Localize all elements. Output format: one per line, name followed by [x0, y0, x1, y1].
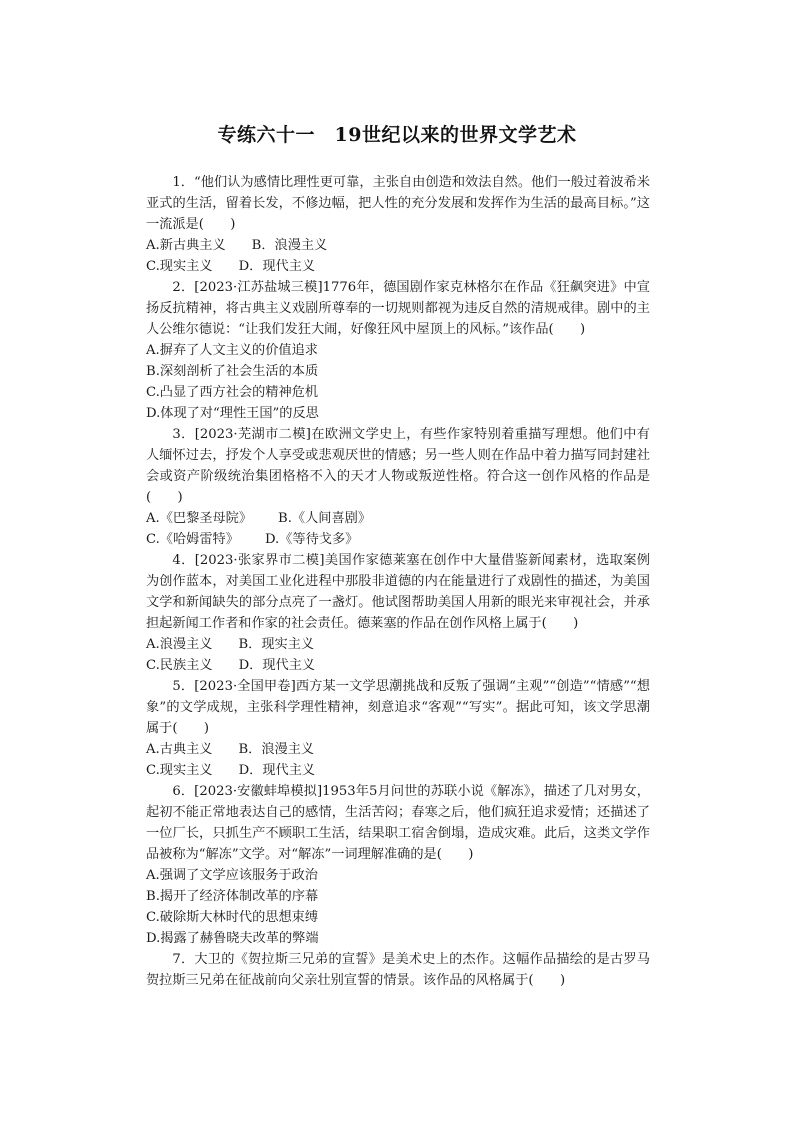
option-a: A.摒弃了人文主义的价值追求	[146, 343, 318, 358]
page-title: 专练六十一 19世纪以来的世界文学艺术	[217, 124, 577, 146]
option-d: D．现代主义	[238, 763, 316, 778]
question-stem: 3．[2023·芜湖市二模]在欧洲文学史上，有些作家特别着重描写理想。他们中有人缅怀过去，抒发个人享受或悲观厌世的情感；另一些人则在作品中着力描写同封建社会或资产阶级统治集团格格不入的天才人物或叛逆性格。符合这一创作风格的作品是( )	[146, 427, 650, 505]
question-stem: 2．[2023·江苏盐城三模]1776年，德国剧作家克林格尔在作品《狂飙突进》中宣扬反抗精神，将古典主义戏剧所尊奉的一切规则都视为违反自然的清规戒律。剧中的主人公维尔德说：“让我们发狂大闹，好像狂风中屋顶上的风标。”该作品( )	[146, 280, 650, 337]
option-c: C.《哈姆雷特》	[146, 532, 239, 547]
option-a: A.《巴黎圣母院》	[146, 511, 253, 526]
option-b: B．浪漫主义	[238, 742, 315, 757]
option-c: C.凸显了西方社会的精神危机	[146, 385, 319, 400]
option-a: A.古典主义	[146, 742, 213, 757]
question-6	[146, 781, 650, 949]
option-c: C.破除斯大林时代的思想束缚	[146, 910, 319, 925]
option-b: B.揭开了经济体制改革的序幕	[146, 889, 319, 904]
question-stem: 7．大卫的《贺拉斯三兄弟的宣誓》是美术史上的杰作。这幅作品描绘的是古罗马贺拉斯三兄弟在征战前向父亲壮别宣誓的情景。该作品的风格属于( )	[146, 952, 650, 988]
option-a: A.强调了文学应该服务于政治	[146, 868, 318, 883]
option-row	[146, 529, 650, 550]
option-c: C.民族主义	[146, 658, 213, 673]
option-b: B．现实主义	[238, 637, 315, 652]
question-3	[146, 424, 650, 550]
option-row	[146, 655, 650, 676]
option-row	[146, 760, 650, 781]
option-d: D.体现了对“理性王国”的反思	[146, 406, 319, 421]
question-1	[146, 172, 650, 277]
question-stem: 6．[2023·安徽蚌埠模拟]1953年5月问世的苏联小说《解冻》，描述了几对男女，起初不能正常地表达自己的感情，生活苦闷；春寒之后，他们疯狂追求爱情；还描述了一位厂长，只抓生产不顾职工生活，结果职工宿舍倒塌，造成灾难。此后，这类文学作品被称为“解冻”文学。对“解冻”一词理解准确的是( )	[146, 784, 650, 862]
option-b: B．浪漫主义	[251, 238, 328, 253]
question-4	[146, 550, 650, 676]
question-stem: 4．[2023·张家界市二模]美国作家德莱塞在创作中大量借鉴新闻素材，选取案例为创作蓝本，对美国工业化进程中那股非道德的内在能量进行了戏剧性的描述，为美国文学和新闻缺失的部分点亮了一盏灯。他试图帮助美国人用新的眼光来审视社会，并承担起新闻工作者和作家的社会责任。德莱塞的作品在创作风格上属于( )	[146, 553, 650, 631]
option-c: C.现实主义	[146, 259, 213, 274]
option-row	[146, 256, 650, 277]
question-stem: 1．“他们认为感情比理性更可靠，主张自由创造和效法自然。他们一般过着波希米亚式的生活，留着长发，不修边幅，把人性的充分发展和发挥作为生活的最高目标。”这一流派是( )	[146, 175, 650, 232]
option-row	[146, 739, 650, 760]
option-d: D.揭露了赫鲁晓夫改革的弊端	[146, 931, 319, 946]
question-7	[146, 949, 650, 991]
option-d: D．现代主义	[238, 259, 316, 274]
option-b: B.深刻剖析了社会生活的本质	[146, 364, 319, 379]
option-d: D．现代主义	[238, 658, 316, 673]
option-b: B.《人间喜剧》	[278, 511, 372, 526]
option-row	[146, 634, 650, 655]
option-a: A.新古典主义	[146, 238, 226, 253]
option-row	[146, 508, 650, 529]
option-a: A.浪漫主义	[146, 637, 213, 652]
question-2	[146, 277, 650, 424]
question-5	[146, 676, 650, 781]
option-d: D.《等待戈多》	[264, 532, 359, 547]
question-list	[146, 172, 650, 991]
question-stem: 5．[2023·全国甲卷]西方某一文学思潮挑战和反叛了强调“主观”“创造”“情感”“想象”的文学成规，主张科学理性精神，刻意追求“客观”“写实”。据此可知，该文学思潮属于( )	[146, 679, 650, 736]
option-c: C.现实主义	[146, 763, 213, 778]
option-row	[146, 235, 650, 256]
